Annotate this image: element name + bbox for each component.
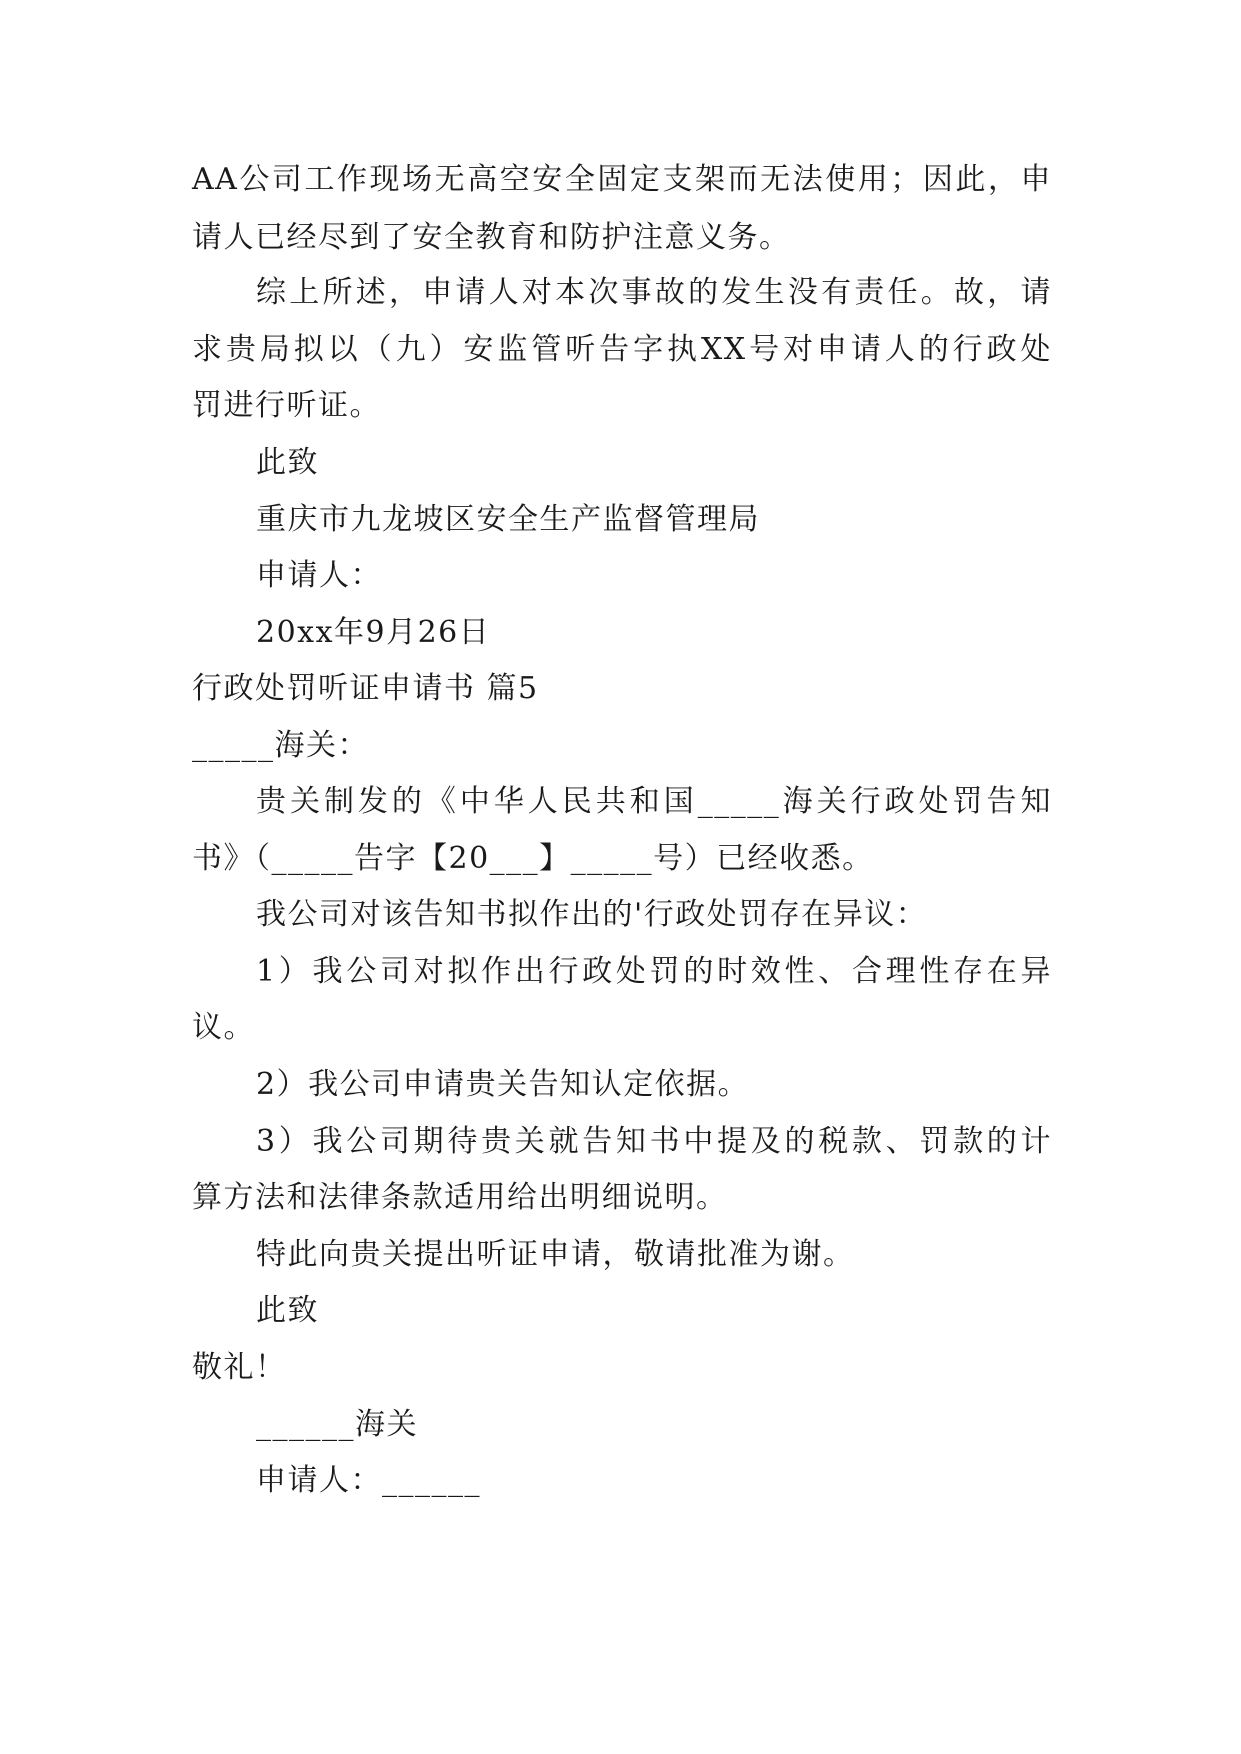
section-heading: 行政处罚听证申请书 篇5 — [192, 671, 539, 706]
paragraph-line: 罚进行听证。 — [192, 388, 381, 423]
paragraph-line: 议。 — [192, 1010, 255, 1045]
list-item: 2）我公司申请贵关告知认定依据。 — [256, 1067, 750, 1102]
paragraph-line: AA公司工作现场无高空安全固定支架而无法使用；因此，申 — [192, 162, 1052, 197]
paragraph-line: 特此向贵关提出听证申请，敬请批准为谢。 — [256, 1237, 855, 1272]
paragraph-line: 我公司对该告知书拟作出的'行政处罚存在异议： — [256, 897, 928, 932]
list-item: 1）我公司对拟作出行政处罚的时效性、合理性存在异 — [256, 954, 1052, 989]
salutation-line: 此致 — [256, 1293, 319, 1328]
salutation-line: 此致 — [256, 445, 319, 480]
paragraph-line: 综上所述，申请人对本次事故的发生没有责任。故，请 — [256, 275, 1052, 310]
recipient-line: 重庆市九龙坡区安全生产监督管理局 — [256, 502, 760, 537]
signature-org-line: ______海关 — [256, 1407, 418, 1442]
paragraph-line: 求贵局拟以（九）安监管听告字执XX号对申请人的行政处 — [192, 332, 1052, 367]
paragraph-line: 书》（_____告字【20___】_____号）已经收悉。 — [192, 841, 874, 876]
paragraph-line: 请人已经尽到了安全教育和防护注意义务。 — [192, 220, 791, 255]
date-line: 20xx年9月26日 — [256, 615, 491, 650]
paragraph-line: 贵关制发的《中华人民共和国_____海关行政处罚告知 — [256, 784, 1052, 819]
applicant-line: 申请人： — [256, 558, 382, 593]
list-item: 3）我公司期待贵关就告知书中提及的税款、罚款的计 — [256, 1124, 1052, 1159]
applicant-signature-line: 申请人：______ — [256, 1463, 481, 1498]
paragraph-line: 算方法和法律条款适用给出明细说明。 — [192, 1180, 728, 1215]
closing-line: 敬礼！ — [192, 1350, 287, 1385]
addressee-line: _____海关： — [192, 728, 369, 763]
